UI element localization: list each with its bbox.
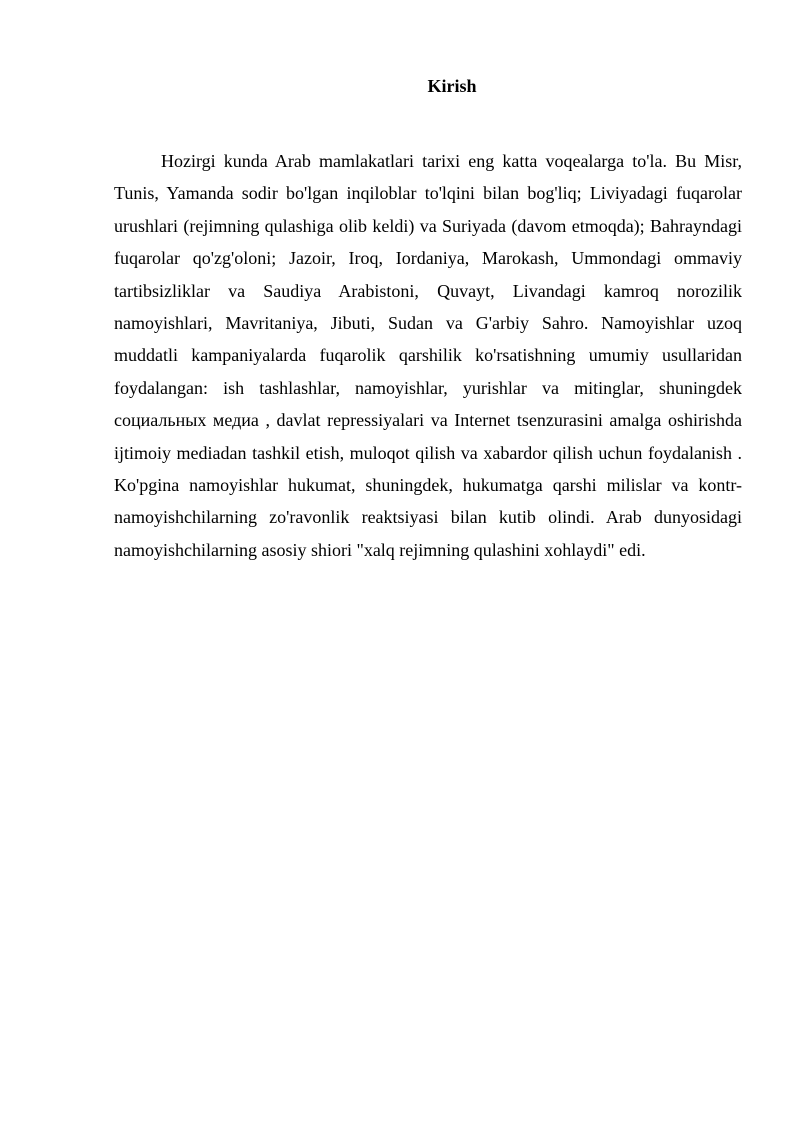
page-title: Kirish xyxy=(427,76,477,96)
body-paragraph: Hozirgi kunda Arab mamlakatlari tarixi eng katta voqealarga to'la. Bu Misr, Tunis, Yamanda sodir bo'lgan inqiloblar to'lqini bilan bog'liq; Liviyadagi fuqarolar urushlari (rejimning qulashiga olib keldi) va Suriyada (davom etmoqda); Bahrayndagi fuqarolar qo'zg'oloni; Jazoir, Iroq, Iordaniya, Marokash, Ummondagi ommaviy tartibsizliklar va Saudiya Arabistoni, Quvayt, Livandagi kamroq norozilik namoyishlari, Mavritaniya, Jibuti, Sudan va G'arbiy Sahro. Namoyishlar uzoq muddatli kampaniyalarda fuqarolik qarshilik ko'rsatishning umumiy usullaridan foydalangan: ish tashlashlar, namoyishlar, yurishlar va mitinglar, shuningdek социальных медиа , davlat repressiyalari va Internet tsenzurasini amalga oshirishda ijtimoiy mediadan tashkil etish, muloqot qilish va xabardor qilish uchun foydalanish . Ko'pgina namoyishlar hukumat, shuningdek, hukumatga qarshi milislar va kontr-namoyishchilarning zo'ravonlik reaktsiyasi bilan kutib olindi. Arab dunyosidagi namoyishchilarning asosiy shiori "xalq rejimning qulashini xohlaydi" edi. xyxy=(114,151,742,560)
